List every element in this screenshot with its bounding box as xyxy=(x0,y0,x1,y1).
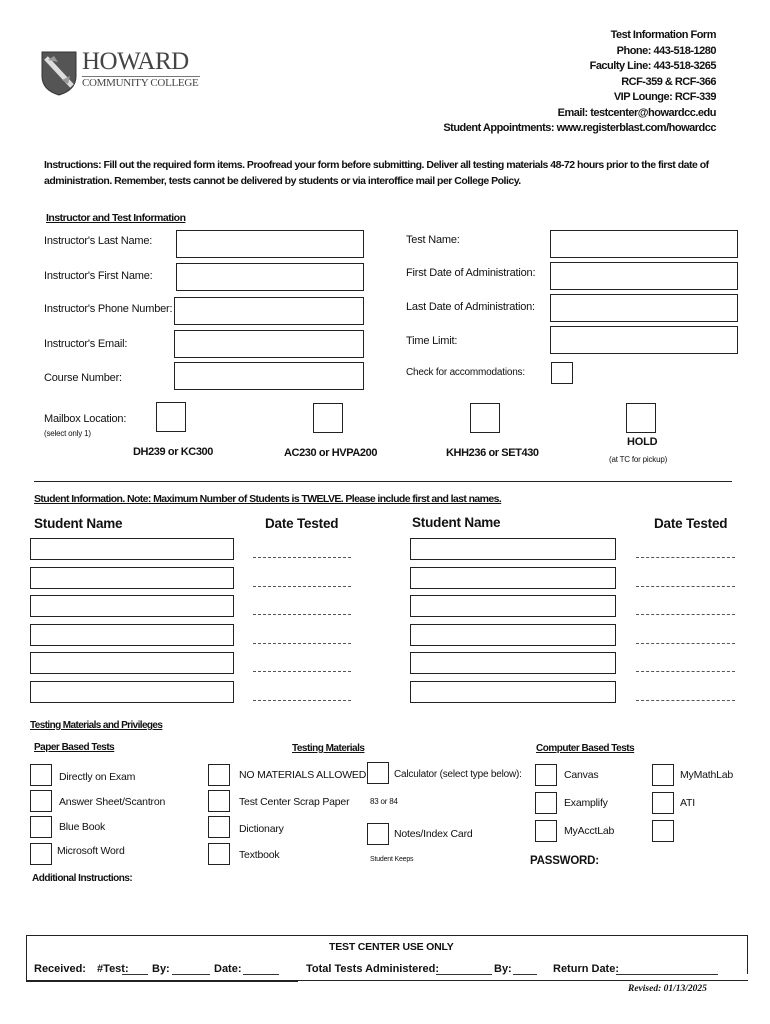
logo-rule xyxy=(82,76,200,77)
last-name-input[interactable] xyxy=(176,230,364,258)
instructions-text: Instructions: Fill out the required form items. Proofread your form before submitting. Deliver all testing materials 48-72 hours prior to the first date of administration. Remember, tests cannot be delivered by students or via interoffice mail per College Policy. xyxy=(44,159,709,187)
student-name-input[interactable] xyxy=(30,624,234,646)
college-subtitle: COMMUNITY COLLEGE xyxy=(82,77,199,89)
student-name-input[interactable] xyxy=(410,538,616,560)
computer-option-label: Examplify xyxy=(564,797,608,809)
paper-option-checkbox[interactable] xyxy=(30,816,52,838)
calculator-label: Calculator (select type below): xyxy=(394,769,522,780)
total-label: Total Tests Administered: xyxy=(306,963,440,975)
return-date-blank[interactable] xyxy=(616,974,718,975)
by2-label: By: xyxy=(494,963,512,975)
computer-option-label: MyAcctLab xyxy=(564,825,615,837)
last-date-input[interactable] xyxy=(550,294,738,322)
password-label: PASSWORD: xyxy=(530,855,599,867)
student-name-input[interactable] xyxy=(30,595,234,617)
date-tested-blank[interactable] xyxy=(253,700,351,701)
student-name-header-left: Student Name xyxy=(34,516,123,531)
material-option-label: Textbook xyxy=(239,849,280,861)
notes-checkbox[interactable] xyxy=(367,823,389,845)
computer-option-checkbox[interactable] xyxy=(652,792,674,814)
rooms-text: RCF-359 & RCF-366 xyxy=(621,75,716,88)
first-name-label: Instructor's First Name: xyxy=(44,270,153,282)
total-blank[interactable] xyxy=(436,974,492,975)
mailbox-dh239-checkbox[interactable] xyxy=(156,402,186,432)
mailbox-hold-label: HOLD xyxy=(627,436,658,448)
date-tested-blank[interactable] xyxy=(636,557,735,558)
accommodations-label: Check for accommodations: xyxy=(406,367,525,378)
student-name-input[interactable] xyxy=(410,624,616,646)
student-name-input[interactable] xyxy=(30,681,234,703)
date-tested-blank[interactable] xyxy=(636,586,735,587)
vip-text: VIP Lounge: RCF-339 xyxy=(613,91,716,103)
computer-option-checkbox[interactable] xyxy=(652,820,674,842)
email-input[interactable] xyxy=(174,330,364,358)
by-blank[interactable] xyxy=(172,974,210,975)
paper-option-label: Directly on Exam xyxy=(59,771,136,783)
calculator-checkbox[interactable] xyxy=(367,762,389,784)
faculty-line-text: Faculty Line: 443-518-3265 xyxy=(589,60,716,72)
received-label: Received: xyxy=(34,963,86,975)
computer-option-checkbox[interactable] xyxy=(652,764,674,786)
additional-instructions-label: Additional Instructions: xyxy=(32,873,133,884)
computer-option-label: ATI xyxy=(680,797,695,809)
computer-based-title: Computer Based Tests xyxy=(536,743,635,754)
paper-option-label: Microsoft Word xyxy=(57,845,125,857)
college-name: HOWARD xyxy=(82,48,189,75)
date-tested-blank[interactable] xyxy=(253,643,351,644)
date-label: Date: xyxy=(214,963,242,975)
first-name-input[interactable] xyxy=(176,263,364,291)
calculator-types: 83 or 84 xyxy=(370,797,398,806)
course-input[interactable] xyxy=(174,362,364,390)
computer-option-checkbox[interactable] xyxy=(535,764,557,786)
computer-option-checkbox[interactable] xyxy=(535,820,557,842)
time-limit-input[interactable] xyxy=(550,326,738,354)
computer-option-label: MyMathLab xyxy=(680,769,734,781)
materials-section-title: Testing Materials and Privileges xyxy=(30,720,163,731)
computer-option-label: Canvas xyxy=(564,769,599,781)
material-option-checkbox[interactable] xyxy=(208,790,230,812)
date-tested-blank[interactable] xyxy=(253,614,351,615)
last-date-label: Last Date of Administration: xyxy=(406,301,535,313)
section-divider xyxy=(34,481,732,482)
date-tested-blank[interactable] xyxy=(636,614,735,615)
testing-materials-title: Testing Materials xyxy=(292,743,365,754)
student-name-input[interactable] xyxy=(30,538,234,560)
revised-date: Revised: 01/13/2025 xyxy=(628,984,707,994)
date-tested-blank[interactable] xyxy=(636,643,735,644)
student-name-input[interactable] xyxy=(410,567,616,589)
num-test-blank[interactable] xyxy=(122,974,148,975)
time-limit-label: Time Limit: xyxy=(406,335,458,347)
mailbox-hold-checkbox[interactable] xyxy=(626,403,656,433)
first-date-label: First Date of Administration: xyxy=(406,267,536,279)
first-date-input[interactable] xyxy=(550,262,738,290)
college-logo xyxy=(40,48,205,98)
mailbox-khh236-checkbox[interactable] xyxy=(470,403,500,433)
date-tested-blank[interactable] xyxy=(636,700,735,701)
material-option-checkbox[interactable] xyxy=(208,764,230,786)
student-name-input[interactable] xyxy=(410,595,616,617)
student-name-input[interactable] xyxy=(410,681,616,703)
paper-based-title: Paper Based Tests xyxy=(34,742,115,753)
contact-block xyxy=(443,28,716,137)
paper-option-checkbox[interactable] xyxy=(30,790,52,812)
date-tested-header-left: Date Tested xyxy=(265,516,339,531)
date-tested-blank[interactable] xyxy=(253,671,351,672)
instructor-section-title: Instructor and Test Information xyxy=(46,212,186,224)
mailbox-dh239-label: DH239 or KC300 xyxy=(133,446,213,458)
return-date-label: Return Date: xyxy=(553,963,620,975)
paper-option-label: Answer Sheet/Scantron xyxy=(59,796,166,808)
mailbox-hold-note: (at TC for pickup) xyxy=(609,455,668,464)
material-option-checkbox[interactable] xyxy=(208,816,230,838)
last-name-label: Instructor's Last Name: xyxy=(44,235,153,247)
material-option-label: NO MATERIALS ALLOWED xyxy=(239,769,367,781)
course-label: Course Number: xyxy=(44,372,122,384)
form-title: Test Information Form xyxy=(610,29,716,41)
footer-right-rule xyxy=(747,936,748,974)
footer-underline xyxy=(26,981,298,982)
paper-option-checkbox[interactable] xyxy=(30,764,52,786)
date-tested-blank[interactable] xyxy=(636,671,735,672)
appointments-text: Student Appointments: www.registerblast.com/howardcc xyxy=(443,122,716,134)
shield-logo-icon xyxy=(40,50,78,96)
test-center-title: TEST CENTER USE ONLY xyxy=(329,941,454,953)
material-option-label: Dictionary xyxy=(239,823,284,835)
notes-label: Notes/Index Card xyxy=(394,828,473,840)
mailbox-label: Mailbox Location: xyxy=(44,413,127,425)
student-keeps-note: Student Keeps xyxy=(370,856,414,863)
computer-option-checkbox[interactable] xyxy=(535,792,557,814)
mailbox-ac230-checkbox[interactable] xyxy=(313,403,343,433)
phone-label: Instructor's Phone Number: xyxy=(44,303,173,315)
material-option-label: Test Center Scrap Paper xyxy=(239,796,350,808)
test-name-input[interactable] xyxy=(550,230,738,258)
by-label: By: xyxy=(152,963,170,975)
student-info-note: Student Information. Note: Maximum Number of Students is TWELVE. Please include first and last names. xyxy=(34,493,502,505)
material-option-checkbox[interactable] xyxy=(208,843,230,865)
test-name-label: Test Name: xyxy=(406,234,460,246)
footer-fields xyxy=(34,963,620,975)
date-tested-blank[interactable] xyxy=(253,586,351,587)
paper-option-label: Blue Book xyxy=(59,821,106,833)
date-tested-header-right: Date Tested xyxy=(654,516,728,531)
mailbox-note: (select only 1) xyxy=(44,429,91,438)
student-name-input[interactable] xyxy=(30,567,234,589)
mailbox-khh236-label: KHH236 or SET430 xyxy=(446,447,539,459)
student-name-input[interactable] xyxy=(410,652,616,674)
num-test-label: #Test: xyxy=(97,963,129,975)
phone-input[interactable] xyxy=(174,297,364,325)
accommodations-checkbox[interactable] xyxy=(551,362,573,384)
mailbox-ac230-label: AC230 or HVPA200 xyxy=(284,447,378,459)
by2-blank[interactable] xyxy=(513,974,537,975)
paper-option-checkbox[interactable] xyxy=(30,843,52,865)
date-tested-blank[interactable] xyxy=(253,557,351,558)
student-name-header-right: Student Name xyxy=(412,515,501,530)
email-text: Email: testcenter@howardcc.edu xyxy=(557,106,716,119)
phone-text: Phone: 443-518-1280 xyxy=(616,44,716,57)
email-label: Instructor's Email: xyxy=(44,338,128,350)
date-blank[interactable] xyxy=(243,974,279,975)
student-name-input[interactable] xyxy=(30,652,234,674)
